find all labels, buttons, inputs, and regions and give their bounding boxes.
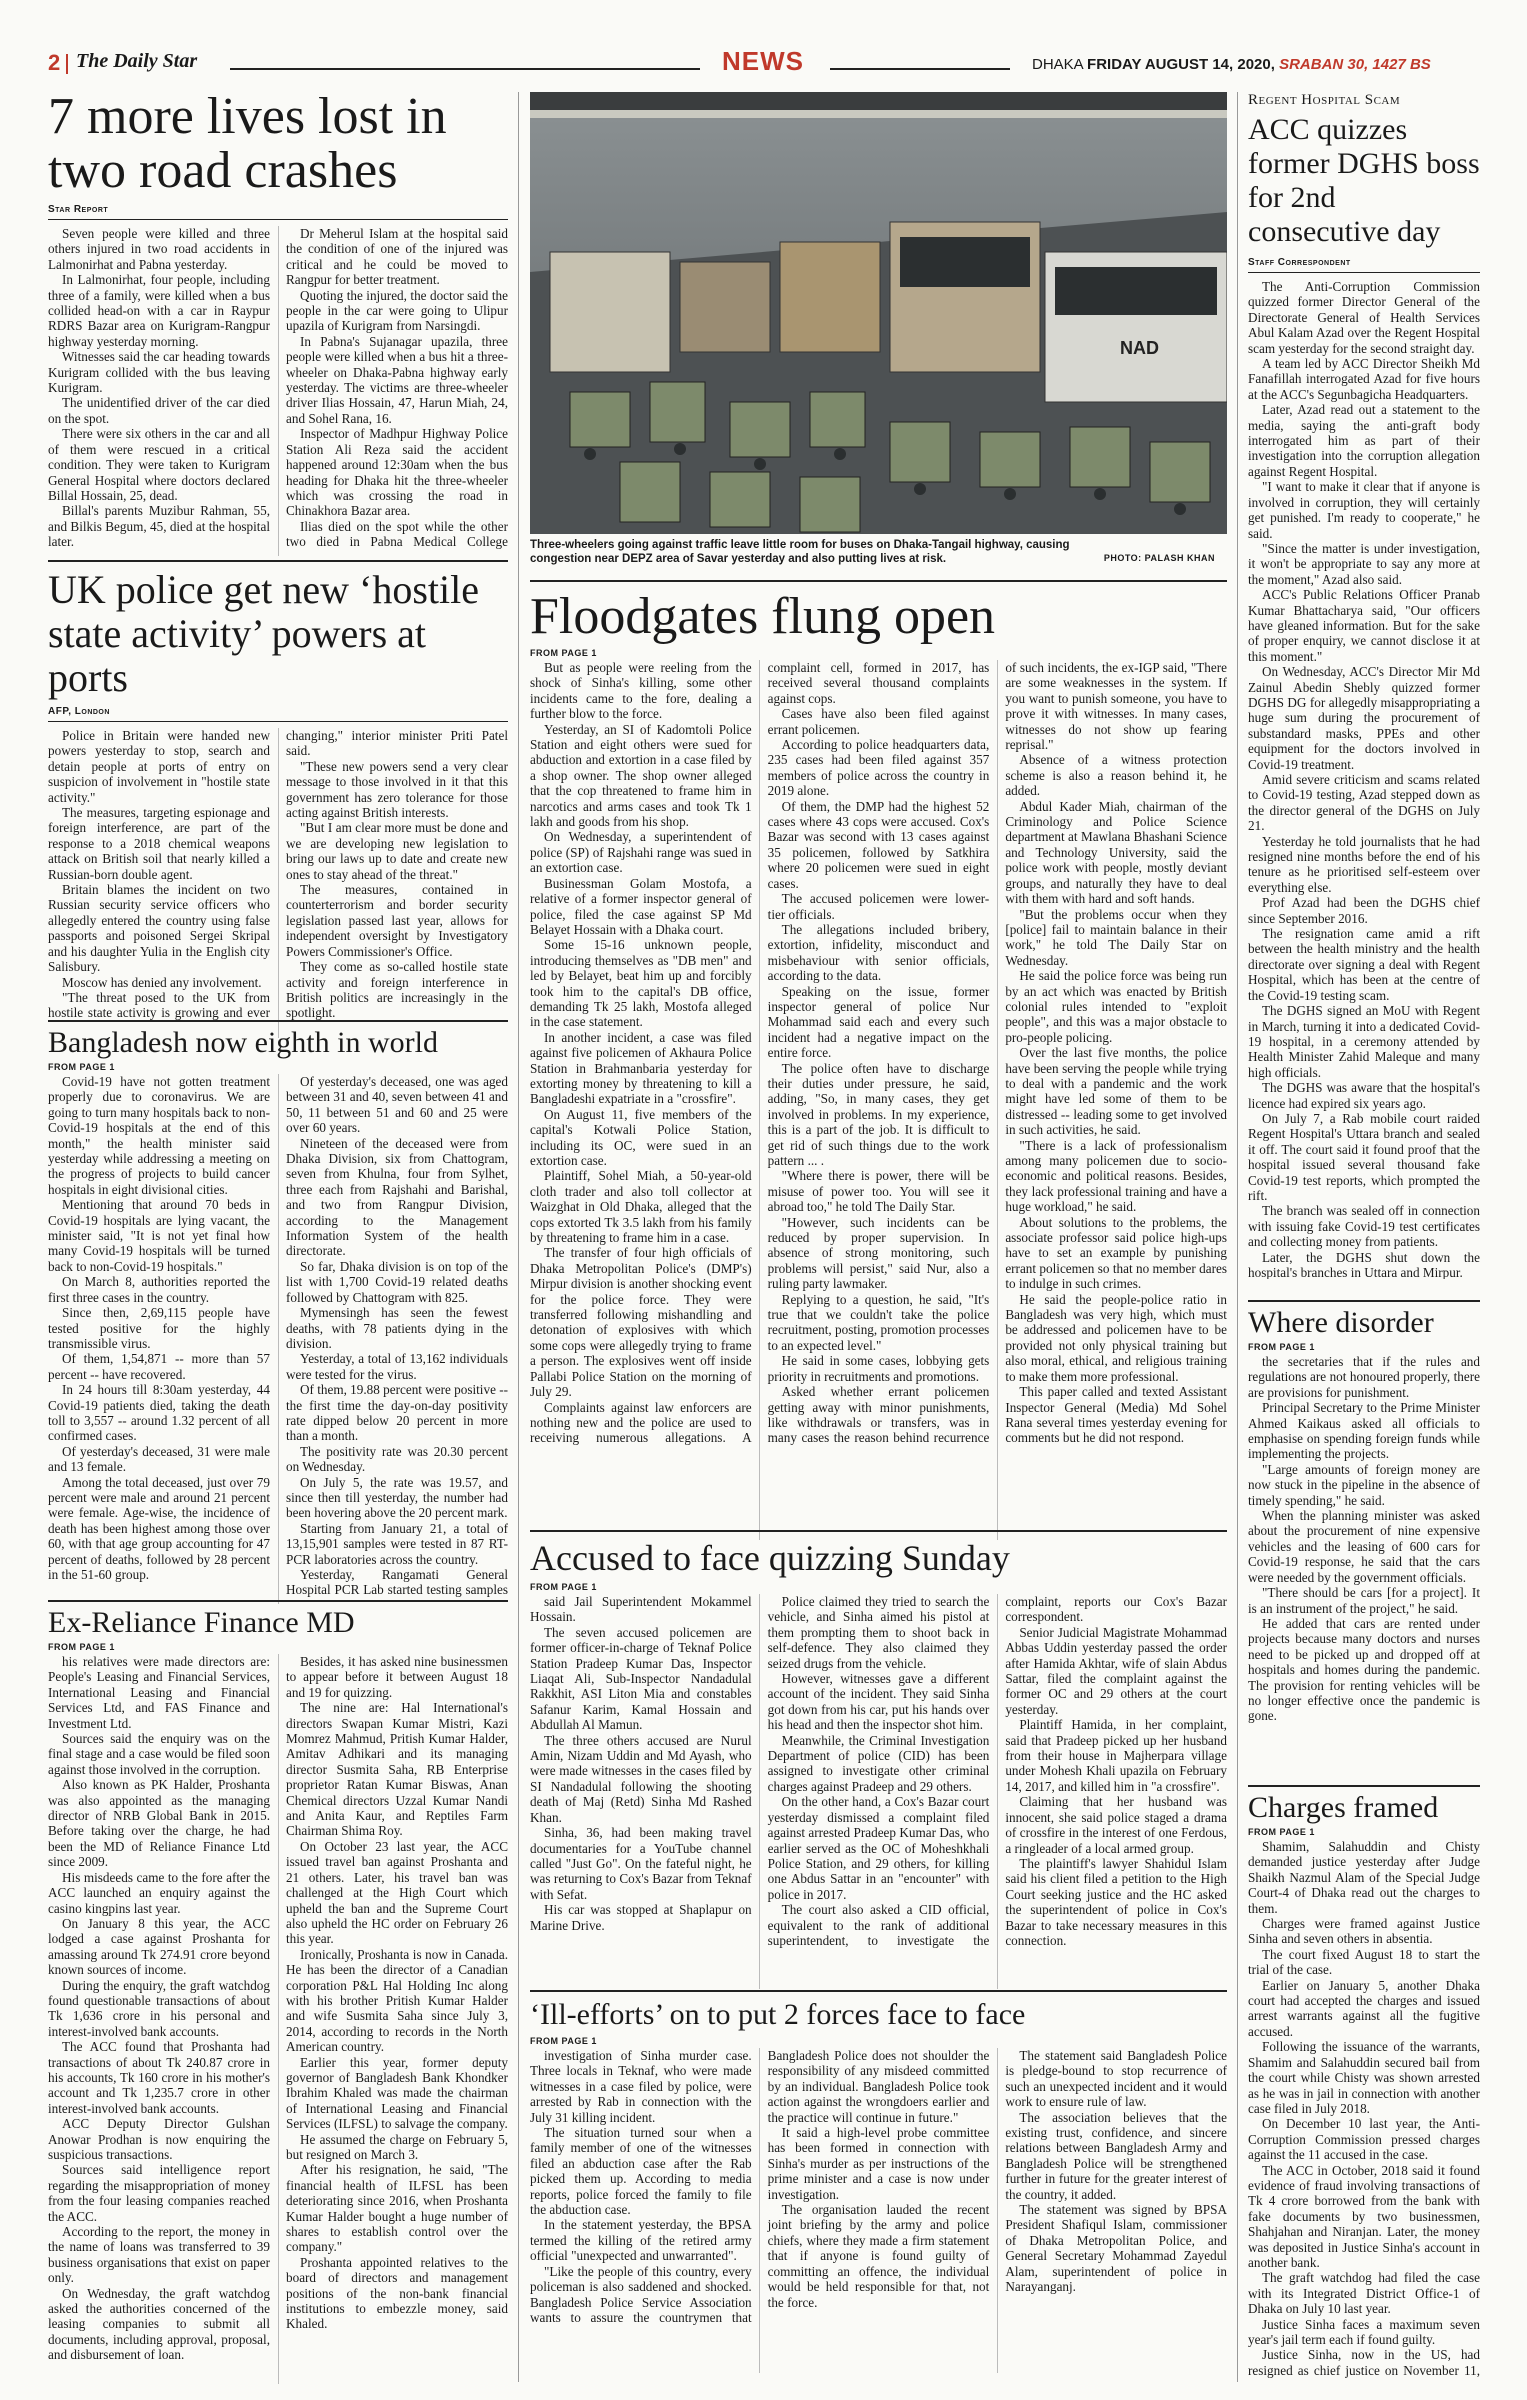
headline-uk-police: UK police get new ‘hostile state activity’ powers at ports bbox=[48, 567, 479, 700]
paragraph: On the other hand, a Cox's Bazar court yesterday dismissed a complaint filed against arrested Pradeep Kumar Das, who earlier served as the OC of Moheshkhali Police Station, and 29 others, for killing one Abdus Sattar in an "encounter" with police in 2017. bbox=[767, 1794, 990, 1902]
rule bbox=[48, 560, 508, 562]
paragraph: Prof Azad had been the DGHS chief since September 2016. bbox=[1248, 895, 1480, 926]
rule bbox=[530, 1990, 1227, 1992]
paragraph: The situation turned sour when a family member of one of the witnesses filed an abduction case after the Rab picked them up. According to media reports, police forced the family to file the abduction case. bbox=[530, 2125, 752, 2218]
paragraph: On January 8 this year, the ACC lodged a case against Proshanta for amassing around Tk 274.91 crore beyond known sources of income. bbox=[48, 1915, 270, 1978]
paragraph: Plaintiff Hamida, in her complaint, said that Pradeep picked up her husband from their house in Majherpara village under Mohesh Khali upazila on February 14, 2017, and killed him in "a crossfire". bbox=[1005, 1717, 1227, 1794]
story-where-disorder bbox=[1248, 1300, 1480, 1784]
paragraph: Speaking on the issue, former inspector general of police Nur Mohammad said each and every such incident had a negative impact on the entire force. bbox=[767, 983, 990, 1061]
traffic-illustration bbox=[530, 92, 1227, 534]
story-body-where-disorder bbox=[1248, 1354, 1480, 1784]
dateline bbox=[1032, 56, 1482, 73]
paragraph: The statement was signed by BPSA President Shafiqul Islam, commissioner of Dhaka Metropolitan Police, and General Secretary Mohammad Zayedul Alam, superintendent of police in Narayanganj. bbox=[1005, 2202, 1227, 2295]
paragraph: The positivity rate was 20.30 percent on Wednesday. bbox=[286, 1443, 508, 1475]
story-bangladesh-eighth bbox=[48, 1020, 508, 1604]
paragraph: Also known as PK Halder, Proshanta was also appointed as the managing director of NRB Global Bank in 2015. Before taking over the charge, he had been the MD of Reliance Finance Ltd since 2009. bbox=[48, 1777, 270, 1870]
story-accused-sunday bbox=[530, 1530, 1227, 1989]
paragraph: "Large amounts of foreign money are now stuck in the pipeline in the absence of timely spending," he said. bbox=[1248, 1461, 1480, 1508]
byline-road-crashes: Star Report bbox=[48, 204, 109, 215]
paragraph: Senior Judicial Magistrate Mohammad Abbas Uddin yesterday passed the order after Hamida Akhtar, wife of slain Abdus Sattar, filed the complaint against the former OC and 29 others at the court yesterday. bbox=[1005, 1624, 1227, 1717]
from-page-label: FROM PAGE 1 bbox=[530, 1582, 597, 1592]
paragraph: Yesterday he told journalists that he had resigned nine months before the end of his tenure as he prioritised self-esteem over everything else. bbox=[1248, 833, 1480, 895]
paragraph: Ironically, Proshanta is now in Canada. He has been the director of a Canadian corporation P&L Hal Holding Inc along with his brother Pritish Kumar Halder and wife Susmita Saha since July 3, 2014, according to records in the North American country. bbox=[286, 1946, 508, 2055]
paragraph: The statement said Bangladesh Police is pledge-bound to stop recurrence of such an unexpected incident and it would work to ensure rule of law. bbox=[1005, 2048, 1227, 2110]
paragraph: ACC's Public Relations Officer Pranab Kumar Bhattacharya said, "Our officers have gleaned information. But for the sake of proper enquiry, we cannot disclose it at this moment." bbox=[1248, 587, 1480, 664]
paragraph: Mymensingh has seen the fewest deaths, with 78 patients dying in the division. bbox=[286, 1305, 508, 1351]
paragraph: The resignation came amid a rift between the health ministry and the health directorate over signing a deal with Regent Hospital, which has been at the centre of the Covid-19 testing scam. bbox=[1248, 926, 1480, 1003]
headline-ex-reliance: Ex-Reliance Finance MD bbox=[48, 1606, 355, 1639]
story-body-ill-efforts bbox=[530, 2048, 1227, 2373]
paragraph: Starting from January 21, a total of 13,15,901 samples were tested in 87 RT-PCR laboratories across the country. bbox=[286, 1520, 508, 1567]
paragraph: Absence of a witness protection scheme is also a reason behind it, he added. bbox=[1005, 752, 1227, 799]
column-rule-left bbox=[518, 92, 519, 2382]
paragraph: About solutions to the problems, the associate professor said police high-ups have to set an example by punishing errant policemen so that no member dares to indulge in such crimes. bbox=[1005, 1214, 1227, 1292]
paragraph: Cases have also been filed against errant policemen. bbox=[767, 706, 990, 737]
paragraph: "There should be cars [for a project]. It is an instrument of the project," he said. bbox=[1248, 1585, 1480, 1616]
paragraph: Plaintiff, Sohel Miah, a 50-year-old cloth trader and also toll collector at Waizghat in Old Dhaka, alleged that the cops extorted Tk 3.5 lakh from his family by threatening to frame him in a case. bbox=[530, 1168, 752, 1246]
paragraph: Moscow has denied any involvement. bbox=[62, 974, 262, 990]
paragraph: Later, Azad read out a statement to the media, saying the anti-graft body interrogated him as part of their investigation into the corruption allegation against Regent Hospital. bbox=[1248, 402, 1480, 479]
paragraph: However, witnesses gave a different account of the incident. They said Sinha got down from his car, put his hands over his head and then the inspector shot him. bbox=[767, 1671, 990, 1733]
paragraph: On August 11, five members of the capital's Kotwali Police Station, including its OC, were sued in an extortion case. bbox=[530, 1106, 752, 1168]
paragraph: He added that cars are rented under projects because many doctors and nurses need to be picked up and dropped off at hospitals and homes during the pandemic. The provision for renting vehicles will be no longer effective once the pandemic is gone. bbox=[1248, 1615, 1480, 1724]
paragraph: His car was stopped at Shaplapur on Marine Drive. bbox=[530, 1902, 752, 1933]
bus-sign-text: NAD bbox=[1120, 338, 1159, 358]
column-rule-right bbox=[1237, 92, 1238, 2382]
byline-acc-dghs: Staff Correspondent bbox=[1248, 257, 1351, 268]
paragraph: In another incident, a case was filed against five policemen of Akhaura Police Station in Brahmanbaria yesterday for extorting money by threatening to kill a Bangladeshi expatriate in a "crossfire". bbox=[530, 1029, 752, 1107]
story-body-acc-dghs bbox=[1248, 279, 1480, 1279]
paragraph: Sources said intelligence report regarding the misappropriation of money from the four leasing companies reached the ACC. bbox=[48, 2162, 270, 2224]
photo-caption-block bbox=[530, 538, 1227, 566]
photo-caption: Three-wheelers going against traffic leave little room for buses on Dhaka-Tangail highway, causing congestion near DEPZ area of Savar yesterday and also putting lives at risk. bbox=[530, 539, 1070, 565]
paragraph: On Wednesday, a superintendent of police (SP) of Rajshahi range was sued in an extortion case. bbox=[530, 829, 752, 876]
paragraph: Sources said the enquiry was on the final stage and a case would be filed soon against those involved in the corruption. bbox=[48, 1731, 270, 1777]
paragraph: But as people were reeling from the shock of Sinha's killing, some other incidents came to the fore, dealing a further blow to the force. bbox=[530, 660, 752, 722]
paragraph: "These new powers send a very clear message to those involved in it that this government has zero tolerance for those acting against British interests. bbox=[286, 758, 508, 821]
paragraph: Over the last five months, the police have been serving the people while trying to deal with a pandemic and the work might have led some of them to be distressed -- leading some to get involved in such activities, he said. bbox=[1005, 1045, 1227, 1138]
story-road-crashes bbox=[48, 90, 508, 556]
paragraph: On Wednesday, the graft watchdog asked the authorities concerned of the leasing companies to submit all documents, including approval, proposal, and disbursement of loan. bbox=[48, 2285, 270, 2363]
paragraph: Following the issuance of the warrants, Shamim and Salahuddin secured bail from the court while Chisty was shown arrested as he was in jail in connection with another case filed in July 2018. bbox=[1248, 2039, 1480, 2116]
page-number: 2 bbox=[48, 50, 61, 75]
paragraph: "However, such incidents can be reduced by proper supervision. In absence of strong monitoring, such problems will persist," said Nur, also a ruling party lawmaker. bbox=[767, 1214, 990, 1292]
paragraph: According to police headquarters data, 235 cases had been filed against 357 members of police across the country in 2019 alone. bbox=[767, 737, 990, 799]
paragraph: The branch was sealed off in connection with issuing fake Covid-19 test certificates and collecting money from patients. bbox=[1248, 1203, 1480, 1250]
paragraph: On March 8, authorities reported the first three cases in the country. bbox=[48, 1274, 270, 1305]
paragraph: The accused policemen were lower-tier officials. bbox=[767, 891, 990, 922]
paragraph: "Like the people of this country, every policeman is also saddened and shocked. Bangladesh Police Service Association wants to assure the countrymen that Bangladesh Police does not shoulder the responsibility of any misdeed committed by an individual. Bangladesh Police took action against the wrongdoers earlier and the practice will continue in future." bbox=[530, 2048, 990, 2325]
headline-ill-efforts: ‘Ill-efforts’ on to put 2 forces face to face bbox=[530, 1998, 1026, 2031]
from-page-label: FROM PAGE 1 bbox=[1248, 1342, 1315, 1352]
story-charges-framed bbox=[1248, 1785, 1480, 2379]
paragraph: The ACC found that Proshanta had transactions of about Tk 240.87 crore in his accounts, Tk 160 crore in his mother's account and Tk 1,235.7 crore in other interest-involved bank accounts. bbox=[48, 2039, 270, 2116]
paragraph: Later, the DGHS shut down the hospital's branches in Uttara and Mirpur. bbox=[1248, 1249, 1480, 1279]
paragraph: investigation of Sinha murder case. Three locals in Teknaf, who were made witnesses in a case filed by police, were arrested by Rab in connection with the July 31 killing incident. bbox=[530, 2048, 752, 2125]
paragraph: Justice Sinha, now in the US, had resigned as chief justice on November 11, bbox=[1248, 2347, 1480, 2378]
paragraph: said Jail Superintendent Mokammel Hossain. bbox=[530, 1594, 752, 1625]
from-page-label: FROM PAGE 1 bbox=[530, 648, 597, 658]
paragraph: In Lalmonirhat, four people, including three of a family, were killed when a bus collided head-on with a car in Raypur RDRS Bazar area on Kurigram-Rangpur highway yesterday morning. bbox=[48, 272, 270, 349]
paragraph: "But the problems occur when they [police] fail to maintain balance in their work," he told The Daily Star on Wednesday. bbox=[1005, 906, 1227, 968]
paragraph: On July 5, the rate was 19.57, and since then till yesterday, the number had been hovering above the 20 percent mark. bbox=[286, 1474, 508, 1521]
paragraph: "I want to make it clear that if anyone is involved in corruption, they will certainly get punished. I'm ready to cooperate," he said. bbox=[1248, 479, 1480, 541]
paragraph: Inspector of Madhpur Highway Police Station Ali Reza said the accident happened around 12:30am when the bus heading for Dhaka hit the three-wheeler which was crossing the road in Chinakhora Bazar area. bbox=[286, 426, 508, 519]
paragraph: After his resignation, he said, "The financial health of ILFSL has been deteriorating since 2016, when Proshanta Kumar Halder bought a huge number of shares to establish control over the company." bbox=[286, 2162, 508, 2255]
paragraph: Of them, the DMP had the highest 52 cases where 43 cops were accused. Cox's Bazar was second with 13 cases against 35 policemen, followed by Satkhira where 20 policemen were sued in eight cases. bbox=[767, 798, 990, 891]
paragraph: Britain blames the incident on two Russian security service officers who allegedly entered the country using false passports and poisoned Sergei Skripal and his daughter Yulia in the English city Salisbury. bbox=[48, 882, 270, 975]
paragraph: In the statement yesterday, the BPSA termed the killing of the retired army official "unexpected and unwarranted". bbox=[530, 2217, 752, 2264]
paragraph: the secretaries that if the rules and regulations are not honoured properly, there are provisions for punishment. bbox=[1248, 1354, 1480, 1400]
paragraph: The Anti-Corruption Commission quizzed former Director General of the Directorate General of Health Services Abul Kalam Azad over the Regent Hospital scam yesterday for the second straight day. bbox=[1248, 279, 1480, 356]
paragraph: Billal's parents Muzibur Rahman, 55, and Bilkis Begum, 45, died at the hospital later. bbox=[48, 503, 270, 550]
paragraph: A team led by ACC Director Sheikh Md Fanafillah interrogated Azad for five hours at the ACC's Segunbagicha Headquarters. bbox=[1248, 356, 1480, 402]
paragraph: Quoting the injured, the doctor said the people in the car were going to Ulipur upazila of Kurigram from Narsingdi. bbox=[286, 287, 508, 334]
paragraph: When the planning minister was asked about the procurement of nine expensive vehicles and the leasing of 600 cars for Covid-19 response, he said that the cars were needed by the government officials. bbox=[1248, 1508, 1480, 1585]
masthead-rule-mid bbox=[830, 68, 1010, 70]
paragraph: Charges were framed against Justice Sinha and seven others in absentia. bbox=[1248, 1916, 1480, 1947]
rule bbox=[48, 219, 508, 220]
dateline-bengali: SRABAN 30, 1427 BS bbox=[1279, 56, 1431, 73]
headline-bangladesh-eighth: Bangladesh now eighth in world bbox=[48, 1026, 438, 1059]
traffic-photo bbox=[530, 92, 1227, 534]
headline-accused-sunday: Accused to face quizzing Sunday bbox=[530, 1538, 1010, 1578]
headline-where-disorder: Where disorder bbox=[1248, 1306, 1434, 1339]
kicker-regent-hospital: Regent Hospital Scam bbox=[1248, 92, 1401, 108]
masthead-logo: The Daily Star bbox=[76, 50, 198, 72]
paragraph: Police in Britain were handed new powers yesterday to stop, search and detain people at ports of entry on suspicion of involvement in "hostile state activity." bbox=[48, 728, 270, 805]
paragraph: Abdul Kader Miah, chairman of the Criminology and Police Science department at Mawlana Bhashani Science and Technology University, said the police work with people, mostly deviant groups, and naturally they have to deal with them with hard and soft hands. bbox=[1005, 798, 1227, 907]
paragraph: The court fixed August 18 to start the trial of the case. bbox=[1248, 1946, 1480, 1978]
paragraph: Asked whether errant policemen getting away with minor punishments, like withdrawals or transfers, was in many cases the reason behind recurrence of such incidents, the ex-IGP said, "There are some weaknesses in the system. If you want to punish someone, you have to prove it with witnesses. In many cases, witnesses do not show up fearing reprisal." bbox=[767, 660, 1227, 1446]
paragraph: Yesterday, a total of 13,162 individuals were tested for the virus. bbox=[286, 1351, 508, 1382]
paragraph: Meanwhile, the Criminal Investigation Department of police (CID) has been assigned to investigate other criminal charges against Pradeep and 29 others. bbox=[767, 1732, 990, 1794]
rule bbox=[1248, 1785, 1480, 1787]
paragraph: The DGHS signed an MoU with Regent in March, turning it into a dedicated Covid-19 hospital, in a ceremony attended by Health Minister Zahid Maleque and many high officials. bbox=[1248, 1003, 1480, 1080]
byline-uk-police: AFP, London bbox=[48, 706, 110, 717]
headline-road-crashes: 7 more lives lost in two road crashes bbox=[48, 88, 447, 199]
paragraph: Earlier on January 5, another Dhaka court had accepted the charges and issued arrest warrants against all the fugitive accused. bbox=[1248, 1977, 1480, 2039]
paragraph: Amid severe criticism and scams related to Covid-19 testing, Azad stepped down as the director general of the DGHS on July 21. bbox=[1248, 772, 1480, 834]
story-uk-police bbox=[48, 560, 508, 1038]
paragraph: The DGHS was aware that the hospital's licence had expired six years ago. bbox=[1248, 1080, 1480, 1111]
paragraph: Sinha, 36, had been making travel documentaries for a YouTube channel called "Just Go". On the fateful night, he was returning to Cox's Bazar from Teknaf with Sefat. bbox=[530, 1825, 752, 1902]
paragraph: Yesterday, an SI of Kadomtoli Police Station and eight others were sued for abduction and extortion in a case filed by a shop owner. The shop owner alleged that the cop threatened to frame him in narcotics and arms cases and took Tk 1 lakh and goods from his shop. bbox=[530, 721, 752, 830]
from-page-label: FROM PAGE 1 bbox=[48, 1062, 115, 1072]
paragraph: The three others accused are Nurul Amin, Nizam Uddin and Md Ayash, who were made witnesses in the cases filed by SI Nandadulal following the shooting death of Maj (Retd) Sinha Md Rashed Khan. bbox=[530, 1732, 752, 1825]
page-number-divider bbox=[66, 54, 68, 74]
paragraph: The ACC in October, 2018 said it found evidence of fraud involving transactions of Tk 4 crore borrowed from the bank with fake documents by two businessmen, Shahjahan and Niranjan. Later, the money was deposited in Justice Sinha's account in another bank. bbox=[1248, 2162, 1480, 2270]
paragraph: ACC Deputy Director Gulshan Anowar Prodhan is now enquiring the suspicious transactions. bbox=[48, 2116, 270, 2162]
paragraph: Police claimed they tried to search the vehicle, and Sinha aimed his pistol at them prompting them to shoot back in self-defence. They also claimed they seized drugs from the vehicle. bbox=[767, 1594, 990, 1671]
paragraph: Proshanta appointed relatives to the board of directors and management positions of the non-bank financial institutions to embezzle money, said Khaled. bbox=[286, 2254, 508, 2332]
paragraph: Replying to a question, he said, "It's true that we couldn't take the police recruitment, posting, promotion processes to an expected level." bbox=[767, 1291, 990, 1353]
rule bbox=[48, 1020, 508, 1022]
story-body-road-crashes bbox=[48, 226, 508, 556]
headline-floodgates: Floodgates flung open bbox=[530, 588, 996, 645]
paragraph: "There is a lack of professionalism among many policemen due to socio-economic and political reasons. Besides, they lack professional training and have a huge workload," he said. bbox=[1005, 1137, 1227, 1215]
from-page-label: FROM PAGE 1 bbox=[48, 1642, 115, 1652]
paragraph: On December 10 last year, the Anti-Corruption Commission pressed charges against the 11 accused in the case. bbox=[1248, 2116, 1480, 2163]
paragraph: Dr Meherul Islam at the hospital said the condition of one of the injured was critical and he could be moved to Rangpur for better treatment. bbox=[286, 226, 508, 288]
story-body-bangladesh-eighth bbox=[48, 1074, 508, 1604]
paragraph: Since then, 2,69,115 people have tested positive for the highly transmissible virus. bbox=[48, 1305, 270, 1351]
paragraph: Covid-19 have not gotten treatment properly due to coronavirus. We are going to turn many hospitals back to non-Covid-19 hospitals at the end of this month," the health minister said yesterday while addressing a meeting on the progress of projects to build cancer hospitals in eight divisional cities. bbox=[48, 1074, 270, 1197]
from-page-label: FROM PAGE 1 bbox=[530, 2036, 597, 2046]
paragraph: Businessman Golam Mostofa, a relative of a former inspector general of police, filed the case against SP Md Belayet Hossain with a Dhaka court. bbox=[530, 875, 752, 937]
story-floodgates bbox=[530, 580, 1227, 1540]
paragraph: They come as so-called hostile state activity and foreign interference in British politics are increasingly in the spotlight. bbox=[286, 959, 508, 1021]
paragraph: Shamim, Salahuddin and Chisty demanded justice yesterday after Judge Shaikh Nazmul Alam of the Special Judge Court-4 of Dhaka read out the charges to them. bbox=[1248, 1839, 1480, 1916]
paragraph: Mentioning that around 70 beds in Covid-19 hospitals are lying vacant, the minister said, "It is not yet final how many Covid-19 hospitals will be turned back to non-Covid-19 hospitals." bbox=[48, 1197, 270, 1274]
paragraph: He said in some cases, lobbying gets priority in recruitments and promotions. bbox=[767, 1353, 990, 1384]
paragraph: Yesterday, Rangamati General Hospital PCR Lab started testing samples bbox=[286, 1567, 508, 1598]
rule bbox=[530, 580, 1227, 582]
headline-charges-framed: Charges framed bbox=[1248, 1791, 1439, 1824]
paragraph: Witnesses said the car heading towards Kurigram collided with the bus leaving Kurigram. bbox=[48, 349, 270, 396]
paragraph: Complaints against law enforcers are nothing new and the police are used to receiving numerous allegations. A complaint cell, formed in 2017, has received several thousand complaints against cops. bbox=[530, 660, 990, 1446]
paragraph: The court also asked a CID official, equivalent to the rank of additional superintendent, to investigate the complaint, reports our Cox's Bazar correspondent. bbox=[767, 1594, 1227, 1948]
paragraph: His misdeeds came to the fore after the ACC launched an enquiry against the casino kingpins last year. bbox=[48, 1869, 270, 1916]
paragraph: According to the report, the money in the name of loans was transferred to 39 business organisations that exist on paper only. bbox=[48, 2224, 270, 2286]
paragraph: In Pabna's Sujanagar upazila, three people were killed when a bus hit a three-wheeler on Dhaka-Pabna highway early yesterday. The victims are three-wheeler driver Ilias Hossain, 47, Harun Miah, 24, and Sohel Rana, 16. bbox=[286, 333, 508, 426]
rule bbox=[48, 1600, 508, 1602]
paragraph: Of yesterday's deceased, 31 were male and 13 female. bbox=[48, 1443, 270, 1475]
dateline-date: FRIDAY AUGUST 14, 2020, bbox=[1087, 56, 1275, 73]
story-ex-reliance bbox=[48, 1600, 508, 2384]
paragraph: The graft watchdog had filed the case with its Integrated District Office-1 of Dhaka on July 10 last year. bbox=[1248, 2270, 1480, 2317]
paragraph: Ilias died on the spot while the other two died in Pabna Medical College bbox=[286, 518, 508, 550]
paragraph: Of them, 19.88 percent were positive -- the first time the day-on-day positivity rate dipped below 20 percent in more than a month. bbox=[286, 1382, 508, 1444]
rule bbox=[1248, 1300, 1480, 1302]
paragraph: This paper called and texted Assistant Inspector General (Media) Md Sohel Rana several times yesterday evening for comments but he did not respond. bbox=[1005, 1384, 1227, 1446]
paragraph: He assumed the charge on February 5, but resigned on March 3. bbox=[286, 2131, 508, 2162]
paragraph: Earlier this year, former deputy governor of Bangladesh Bank Khondker Ibrahim Khaled was made the chairman of International Leasing and Financial Services (ILFSL) to salvage the company. bbox=[286, 2054, 508, 2132]
paragraph: The measures, contained in counterterrorism and border security legislation passed last year, allows for independent oversight by Investigatory Powers Commissioner's Office. bbox=[286, 882, 508, 959]
paragraph: "The threat posed to the UK from hostile state activity is growing and ever changing," interior minister Priti Patel said. bbox=[48, 728, 508, 1021]
paragraph: Principal Secretary to the Prime Minister Ahmed Kaikaus asked all officials to emphasise on spending foreign funds while implementing the projects. bbox=[1248, 1400, 1480, 1462]
paragraph: The organisation lauded the recent joint briefing by the army and police chiefs, where they made a firm statement that if anyone is found guilty of committing an offence, the individual would be held responsible for that, not the force. bbox=[767, 2202, 990, 2310]
paragraph: Besides, it has asked nine businessmen to appear before it between August 18 and 19 for quizzing. bbox=[286, 1654, 508, 1700]
paragraph: It said a high-level probe committee has been formed in connection with Sinha's murder as per instructions of the prime minister and a case is now under investigation. bbox=[767, 2125, 990, 2202]
paragraph: The association believes that the existing trust, confidence, and sincere relations between Bangladesh Army and Bangladesh Police will be strengthened further in future for the greater interest of the country, it added. bbox=[1005, 2109, 1227, 2202]
paragraph: "Where there is power, there will be misuse of power too. You will see it abroad too," he told The Daily Star. bbox=[767, 1168, 990, 1215]
paragraph: Justice Sinha faces a maximum seven year's jail term each if found guilty. bbox=[1248, 2316, 1480, 2347]
paragraph: his relatives were made directors are: People's Leasing and Financial Services, International Leasing and Financial Services Ltd, and FAS Finance and Investment Ltd. bbox=[48, 1654, 270, 1731]
paragraph: Of yesterday's deceased, one was aged between 31 and 40, seven between 41 and 50, 11 between 51 and 60 and 25 were over 60 years. bbox=[286, 1074, 508, 1136]
paragraph: During the enquiry, the graft watchdog found questionable transactions of about Tk 1,636 crore in his personal and interest-involved bank accounts. bbox=[48, 1977, 270, 2039]
paragraph: The transfer of four high officials of Dhaka Metropolitan Police's (DMP's) Mirpur division is another shocking event for the police force. They were transferred following mishandling and detonation of explosives with which some cops were allegedly trying to frame a person. The explosives went off inside Pallabi Police Station on the morning of July 29. bbox=[530, 1245, 752, 1400]
paragraph: Claiming that her husband was innocent, she said police staged a drama of crossfire in the interest of one Ferdous, a ringleader of a local armed group. bbox=[1005, 1794, 1227, 1856]
paragraph: The police often have to discharge their duties under pressure, he said, adding, "So, in many cases, they get involved in problems. In my experience, this is a part of the job. It is difficult to get rid of such things due to the work pattern ... . bbox=[767, 1060, 990, 1168]
rule bbox=[530, 1530, 1227, 1532]
paragraph: Seven people were killed and three others injured in two road accidents in Lalmonirhat and Pabna yesterday. bbox=[48, 226, 270, 272]
paragraph: In 24 hours till 8:30am yesterday, 44 Covid-19 patients died, taking the death toll to 3,557 -- around 1.32 percent of all confirmed cases. bbox=[48, 1382, 270, 1444]
story-acc-dghs bbox=[1248, 92, 1480, 1279]
paragraph: "Since the matter is under investigation, it won't be appropriate to say any more at the moment," Azad also said. bbox=[1248, 540, 1480, 587]
paragraph: The measures, targeting espionage and foreign interference, are part of the response to a 2018 chemical weapons attack on British soil that nearly killed a Russian-born double agent. bbox=[48, 805, 270, 882]
paragraph: The plaintiff's lawyer Shahidul Islam said his client filed a petition to the High Court seeking justice and the HC asked the superintendent of police in Cox's Bazar to take necessary measures in this connection. bbox=[1005, 1855, 1227, 1948]
paragraph: Nineteen of the deceased were from Dhaka Division, six from Chattogram, seven from Khulna, four from Sylhet, three each from Rajshahi and Barishal, and two from Rangpur Division, according to the Management Information System of the health directorate. bbox=[286, 1135, 508, 1259]
paragraph: He said the police force was being run by an act which was enacted by British colonial rules intended to "exploit people", and this was a major obstacle to pro-people policing. bbox=[1005, 968, 1227, 1045]
masthead-rule-left bbox=[230, 68, 700, 70]
section-label: NEWS bbox=[722, 46, 804, 76]
paragraph: There were six others in the car and all of them were rescued in a critical condition. They were taken to Kurigram General Hospital where doctors declared Billal Hossain, 25, dead. bbox=[48, 426, 270, 503]
photo-credit: PHOTO: PALASH KHAN bbox=[1103, 553, 1215, 563]
paragraph: So far, Dhaka division is on top of the list with 1,700 Covid-19 related deaths followed by Chattogram with 825. bbox=[286, 1258, 508, 1305]
paragraph: Among the total deceased, just over 79 percent were male and around 21 percent were female. Age-wise, the incidence of death has been highest among those over 60, with that age group accounting for 47 percent of deaths, followed by 28 percent in the 51-60 group. bbox=[48, 1474, 270, 1582]
paragraph: The seven accused policemen are former officer-in-charge of Teknaf Police Station Pradeep Kumar Das, Inspector Liaqat Ali, Sub-Inspector Nandadulal Rakkhit, ASI Liton Mia and constables Safanur Karim, Kamal Hossain and Abdullah Al Mamun. bbox=[530, 1624, 752, 1733]
paragraph: On October 23 last year, the ACC issued travel ban against Proshanta and 21 others. Later, his travel ban was challenged at the High Court which upheld the ban and the Supreme Court also upheld the HC order on February 26 this year. bbox=[286, 1838, 508, 1947]
story-body-charges-framed bbox=[1248, 1839, 1480, 2379]
story-body-floodgates bbox=[530, 660, 1227, 1540]
from-page-label: FROM PAGE 1 bbox=[1248, 1827, 1315, 1837]
headline-acc-dghs: ACC quizzes former DGHS boss for 2nd consecutive day bbox=[1248, 113, 1480, 248]
paragraph: "But I am clear more must be done and we are developing new legislation to bring our laws up to date and create new ones to stay ahead of the threat." bbox=[286, 820, 508, 882]
story-body-ex-reliance bbox=[48, 1654, 508, 2384]
paragraph: The unidentified driver of the car died on the spot. bbox=[48, 395, 270, 426]
paragraph: He said the people-police ratio in Bangladesh was very high, which must be addressed and policemen have to be provided not only physical training but also moral, ethical, and religious training to make them more professional. bbox=[1005, 1291, 1227, 1384]
story-body-accused-sunday bbox=[530, 1594, 1227, 1989]
dateline-city: DHAKA bbox=[1032, 56, 1083, 73]
paragraph: The nine are: Hal International's directors Swapan Kumar Mistri, Kazi Momrez Mahmud, Pritish Kumar Halder, Amitav Adhikari and its managing director Susmita Saha, RB Enterprise proprietor Ratan Kumar Biswas, Anan Chemical directors Uzzal Kumar Nandi and Anita Kaur, and Reptiles Farm Chairman Shima Roy. bbox=[286, 1700, 508, 1839]
rule bbox=[48, 721, 508, 722]
paragraph: Of them, 1,54,871 -- more than 57 percent -- have recovered. bbox=[48, 1351, 270, 1382]
paragraph: The allegations included bribery, extortion, infidelity, misconduct and misbehaviour with senior officials, according to the data. bbox=[767, 921, 990, 984]
story-ill-efforts bbox=[530, 1990, 1227, 2373]
paragraph: On Wednesday, ACC's Director Mir Md Zainul Abedin Shebly quizzed former DGHS DG for allegedly misappropriating a huge sum during the procurement of substandard masks, PPEs and other equipment for the doctors involved in Covid-19 treatment. bbox=[1248, 664, 1480, 772]
story-body-uk-police bbox=[48, 728, 508, 1038]
rule bbox=[1248, 272, 1480, 273]
paragraph: Some 15-16 unknown people, introducing themselves as "DB men" and led by Belayet, beat him up and forcibly took him to the capital's DB office, demanding Tk 25 lakh, Mostofa alleged in the case statement. bbox=[530, 937, 752, 1030]
paragraph: On July 7, a Rab mobile court raided Regent Hospital's Uttara branch and sealed it off. The court said it found proof that the hospital issued several thousand fake Covid-19 test reports, which prompted the rift. bbox=[1248, 1110, 1480, 1203]
